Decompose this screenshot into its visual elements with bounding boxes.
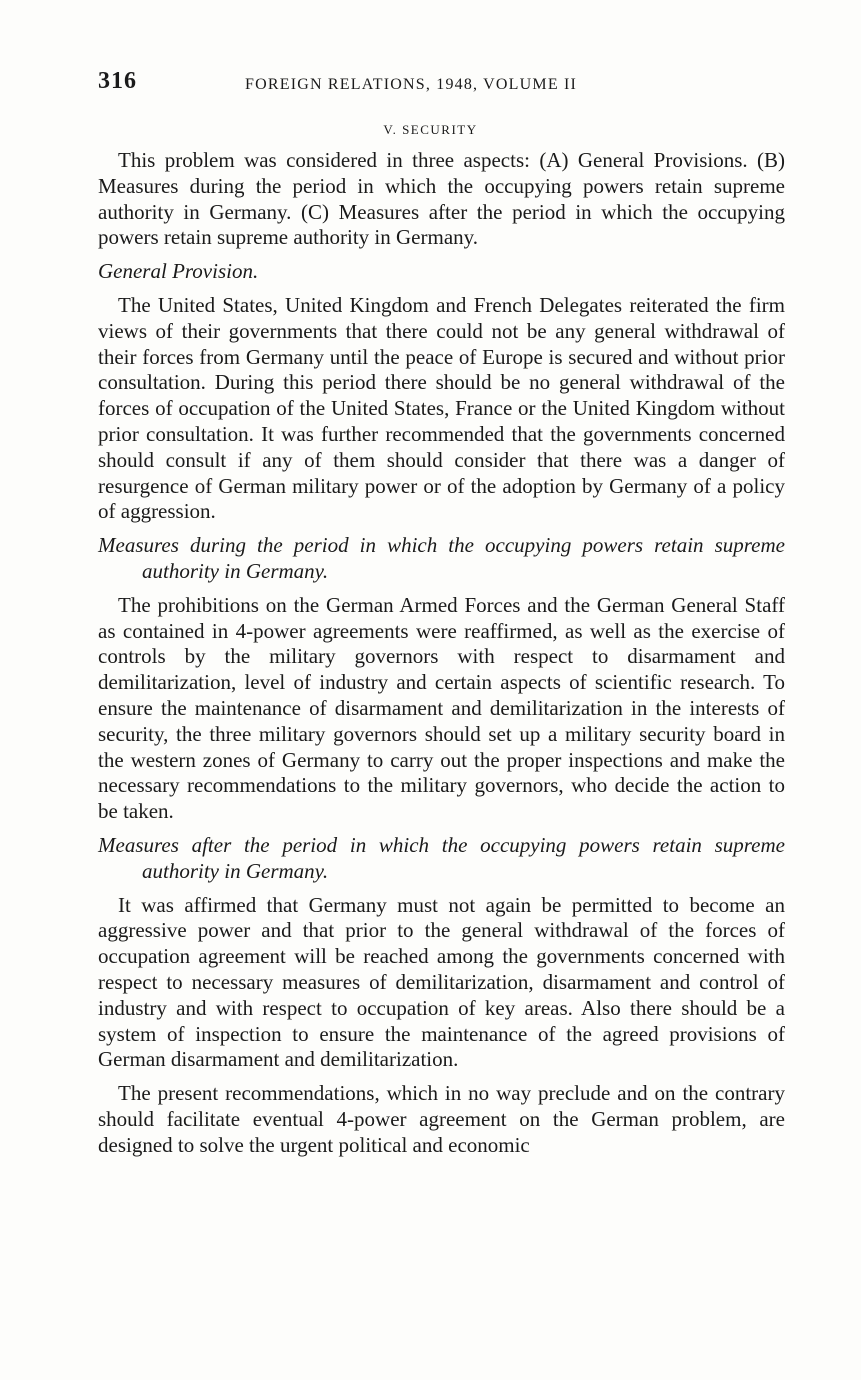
measures-after-paragraph: It was affirmed that Germany must not again be permitted to become an aggressive power and that prior to the general withdrawal of the forces of occupation agreement will be reached among the governments concerned with respect to necessary measures of demilitarization, disarmament and control of industry and with respect to occupation of key areas. Also there should be a system of inspection to ensure the maintenance of the agreed provisions of German disarmament and demilitarization. [98, 892, 785, 1072]
general-provision-paragraph: The United States, United Kingdom and French Delegates reiterated the firm views of their governments that there could not be any general withdrawal of their forces from Germany until the peace of Europe is secured and without prior consultation. During this period there should be no general withdrawal of the forces of occupation of the United States, France or the United Kingdom without prior consultation. It was further recommended that the governments concerned should consult if any of them should consider that there was a danger of resurgence of German military power or of the adoption by Germany of a policy of aggression. [98, 292, 785, 524]
measures-during-paragraph: The prohibitions on the German Armed Forces and the German General Staff as contained in 4-power agreements were reaffirmed, as well as the exercise of controls by the military governors with respect to disarmament and demilitarization, level of industry and certain aspects of scientific research. To ensure the maintenance of disarmament and demilitarization in the interests of security, the three military governors should set up a military security board in the western zones of Germany to carry out the proper inspections and make the necessary recommendations to the military governors, who decide the action to be taken. [98, 592, 785, 824]
body-text [98, 148, 785, 1166]
heading-measures-during: Measures during the period in which the occupying powers retain supreme authority in Germany. [98, 533, 785, 583]
running-head: FOREIGN RELATIONS, 1948, VOLUME II [245, 76, 578, 93]
section-title: V. SECURITY [383, 122, 478, 137]
page-number: 316 [98, 68, 137, 94]
final-paragraph: The present recommendations, which in no way preclude and on the contrary should facilitate eventual 4-power agreement on the German problem, are designed to solve the urgent political and economic [98, 1081, 785, 1157]
heading-measures-after: Measures after the period in which the occupying powers retain supreme authority in Germany. [98, 832, 785, 883]
heading-general-provision: General Provision. [98, 259, 259, 284]
intro-paragraph: This problem was considered in three aspects: (A) General Provisions. (B) Measures during the period in which the occupying powers retain supreme authority in Germany. (C) Measures after the period in which the occupying powers retain supreme authority in Germany. [98, 148, 785, 250]
